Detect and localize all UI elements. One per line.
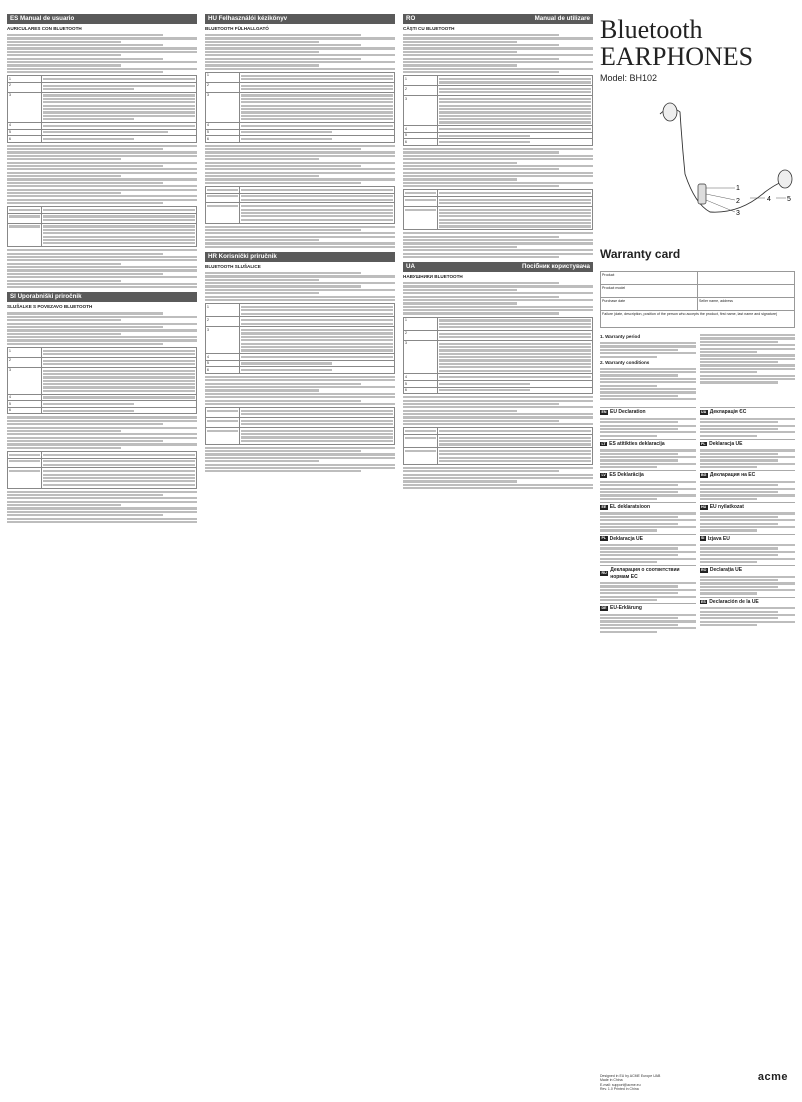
declaration-block bbox=[700, 597, 796, 627]
ua-title: UA bbox=[406, 263, 415, 271]
declaration-title: ES atitikties deklaracija bbox=[609, 440, 665, 447]
declaration-heading bbox=[600, 504, 696, 511]
declaration-heading bbox=[600, 409, 696, 416]
declaration-heading bbox=[600, 567, 696, 580]
ua-table: 1 2 3 4 5 6 bbox=[403, 317, 593, 395]
declaration-heading bbox=[600, 536, 696, 543]
declaration-heading bbox=[700, 599, 796, 606]
declaration-title: Deklaracja UE bbox=[709, 440, 743, 447]
ua-solution-table bbox=[403, 427, 593, 465]
ua-subtitle: НАВУШНИКИ BLUETOOTH bbox=[403, 274, 463, 280]
declaration-title: Декларация на ЕС bbox=[709, 472, 756, 479]
hr-solution-table bbox=[205, 407, 395, 445]
warranty-title: Warranty card bbox=[600, 247, 681, 262]
declaration-block bbox=[600, 470, 696, 500]
declaration-block bbox=[700, 407, 796, 437]
si-title: SI Uporabniški priročnik bbox=[10, 293, 82, 301]
es-subtitle: AURICULARES CON BLUETOOTH bbox=[7, 26, 82, 31]
ro-solution-table bbox=[403, 189, 593, 230]
hr-title: HR Korisnički priručnik bbox=[208, 252, 277, 260]
declaration-lang-code: DE bbox=[601, 606, 607, 611]
hu-solution-table bbox=[205, 186, 395, 224]
declaration-title: EL deklaratsioon bbox=[609, 503, 650, 510]
wt-product-model: Product model bbox=[601, 285, 698, 298]
declaration-title: EU nyilatkozat bbox=[709, 503, 744, 510]
declaration-block bbox=[700, 502, 796, 532]
declaration-heading bbox=[700, 567, 796, 574]
product-title-line1: Bluetooth bbox=[600, 15, 703, 44]
declaration-lang-code: PL bbox=[701, 441, 706, 446]
section-header-hu bbox=[205, 14, 395, 24]
declaration-lang-code: RU bbox=[601, 571, 607, 576]
si-subtitle: SLUŠALKE S POVEZAVO BLUETOOTH bbox=[7, 304, 93, 310]
footer-line4: Rev. 1.0 Printed in China bbox=[600, 1087, 639, 1092]
column-es-si bbox=[7, 14, 197, 1094]
declaration-lang-code: LT bbox=[601, 441, 606, 446]
footer-line3: E-mail: support@acme.eu bbox=[600, 1082, 641, 1087]
wt-purchase-date: Purchase date bbox=[601, 298, 698, 311]
hu-table: 1 2 3 4 5 6 bbox=[205, 72, 395, 143]
declaration-title: Декларація ЄС bbox=[709, 409, 747, 416]
earphones-diagram bbox=[600, 84, 795, 234]
section-header-si bbox=[7, 292, 197, 302]
declarations-right bbox=[700, 405, 796, 634]
declaration-block bbox=[600, 407, 696, 437]
declarations bbox=[600, 405, 795, 634]
declaration-block bbox=[700, 470, 796, 500]
declaration-title: Deklaracja UE bbox=[609, 535, 643, 542]
declaration-lang-code: HU bbox=[701, 504, 707, 509]
warranty-terms bbox=[600, 332, 795, 402]
left-earbud-icon bbox=[663, 103, 677, 121]
declaration-block bbox=[700, 534, 796, 564]
product-title bbox=[600, 16, 795, 71]
footer-line1: Designed in EU by ACME Europe UAB bbox=[600, 1073, 661, 1078]
si-table: 1 2 3 4 5 6 bbox=[7, 347, 197, 414]
es-table: 1 2 3 4 5 6 bbox=[7, 75, 197, 142]
product-model: Model: BH102 bbox=[600, 72, 658, 83]
declaration-heading bbox=[700, 441, 796, 448]
hu-title: HU Felhasználói kézikönyv bbox=[208, 14, 288, 22]
declaration-lang-code: BG bbox=[701, 473, 707, 478]
declaration-heading bbox=[700, 409, 796, 416]
column-product-warranty bbox=[600, 14, 795, 1094]
declaration-lang-code: SI bbox=[701, 536, 705, 541]
section-header-ua bbox=[403, 262, 593, 272]
ro-table: 1 2 3 4 5 6 bbox=[403, 75, 593, 146]
si-solution-table bbox=[7, 451, 197, 489]
declarations-left bbox=[600, 405, 696, 634]
declaration-block bbox=[700, 439, 796, 469]
declaration-lang-code: PL bbox=[601, 536, 607, 541]
warranty-conditions-heading: 2. Warranty conditions bbox=[600, 359, 650, 365]
declaration-title: ES Deklarācija bbox=[609, 472, 644, 479]
section-header-ro bbox=[403, 14, 593, 24]
hr-subtitle: BLUETOOTH SLUŠALICE bbox=[205, 263, 261, 269]
warranty-period-heading: 1. Warranty period bbox=[600, 334, 641, 340]
declaration-block bbox=[600, 534, 696, 564]
declaration-lang-code: EE bbox=[601, 504, 607, 509]
declaration-block bbox=[700, 565, 796, 595]
declaration-heading bbox=[600, 605, 696, 612]
declaration-heading bbox=[700, 536, 796, 543]
declaration-title: Declarația UE bbox=[709, 567, 743, 574]
ro-title-right: Manual de utilizare bbox=[534, 14, 590, 22]
declaration-heading bbox=[700, 472, 796, 479]
hr-table: 1 2 3 4 5 6 bbox=[205, 303, 395, 374]
section-header-es bbox=[7, 14, 197, 24]
declaration-lang-code: ES bbox=[701, 599, 706, 604]
callout-4: 4 bbox=[767, 196, 771, 204]
product-title-line2: EARPHONES bbox=[600, 42, 754, 72]
declaration-block bbox=[600, 502, 696, 532]
declaration-title: Declaración de la UE bbox=[709, 598, 759, 605]
es-title: ES Manual de usuario bbox=[10, 14, 75, 22]
footer-info bbox=[600, 1074, 660, 1092]
callout-1: 1 bbox=[736, 185, 740, 193]
wt-seller: Seller name, address bbox=[698, 298, 795, 311]
declaration-lang-code: EN bbox=[601, 410, 607, 415]
brand-logo: acme bbox=[757, 1070, 788, 1083]
declaration-lang-code: UA bbox=[701, 410, 707, 415]
declaration-heading bbox=[700, 504, 796, 511]
ro-title: RO bbox=[406, 14, 416, 22]
wt-failure: Failure (date, description, position of the person who accepts the product, first name, last name and signature) bbox=[601, 311, 795, 328]
column-ro-ua bbox=[403, 14, 593, 1094]
callout-5: 5 bbox=[787, 196, 791, 204]
warranty-table bbox=[600, 271, 795, 328]
declaration-title: Izjava EU bbox=[707, 535, 730, 542]
remote-control-icon bbox=[698, 184, 706, 204]
callout-2: 2 bbox=[736, 198, 740, 206]
column-hu-hr bbox=[205, 14, 395, 1094]
wt-product: Product bbox=[601, 272, 698, 285]
section-header-hr bbox=[205, 252, 395, 262]
ua-title-right: Посібник користувача bbox=[522, 263, 590, 271]
declaration-title: Декларация о соответствии нормам ЕС bbox=[610, 567, 680, 580]
es-solution-table bbox=[7, 206, 197, 247]
declaration-heading bbox=[600, 441, 696, 448]
declaration-lang-code: RO bbox=[701, 567, 707, 572]
declaration-block bbox=[600, 439, 696, 469]
declaration-lang-code: LV bbox=[601, 473, 606, 478]
declaration-block bbox=[600, 603, 696, 633]
hu-subtitle: BLUETOOTH FÜLHALLGATÓ bbox=[205, 26, 269, 31]
declaration-title: EU-Erklärung bbox=[610, 605, 642, 612]
footer-line2: Made in China bbox=[600, 1078, 623, 1083]
declaration-block bbox=[600, 565, 696, 601]
callout-3: 3 bbox=[736, 210, 740, 218]
declaration-heading bbox=[600, 472, 696, 479]
declaration-title: EU Declaration bbox=[610, 409, 646, 416]
right-earbud-icon bbox=[778, 170, 792, 188]
ro-subtitle: CĂȘTI CU BLUETOOTH bbox=[403, 26, 455, 31]
